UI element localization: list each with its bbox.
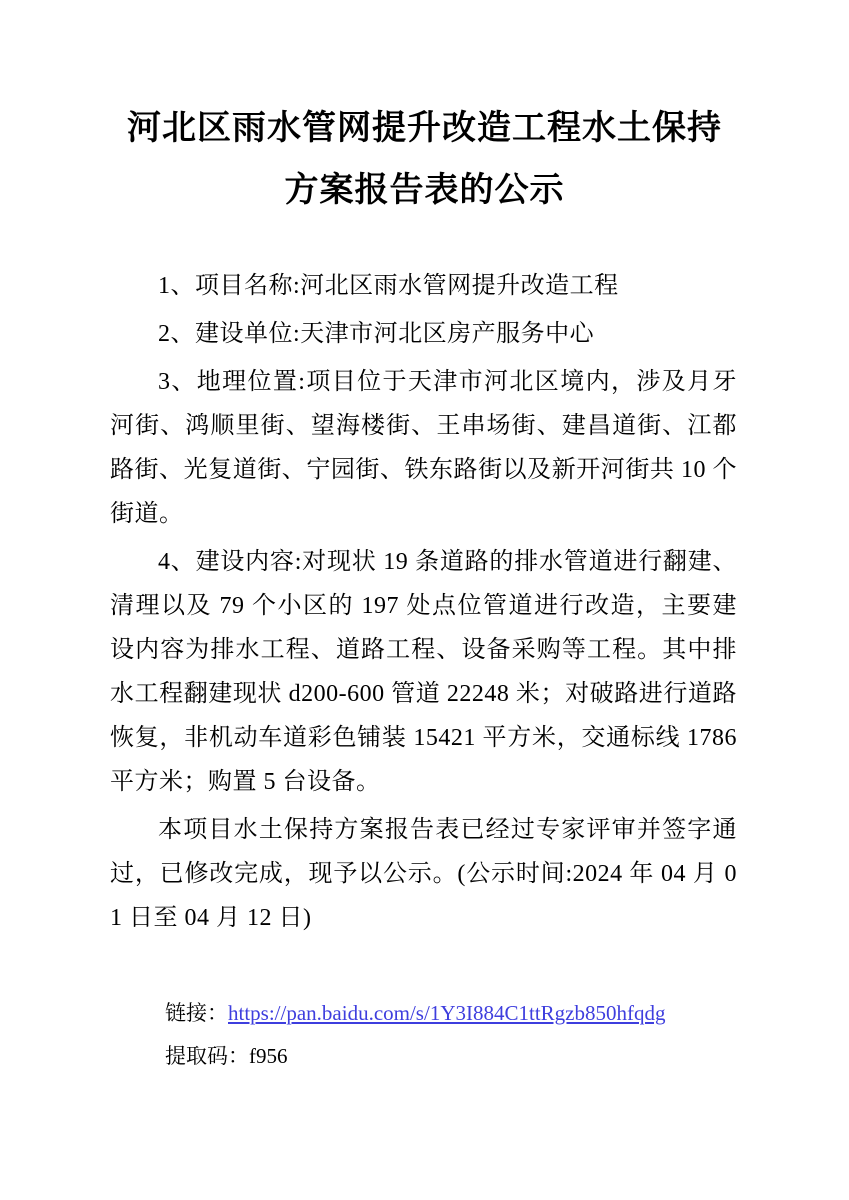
document-body <box>110 264 737 940</box>
link-row <box>165 992 737 1035</box>
document-title <box>70 98 779 222</box>
paragraph-construction-unit: 2、建设单位:天津市河北区房产服务中心 <box>158 321 595 347</box>
link-label: 链接： <box>165 1001 228 1025</box>
paragraph-construction-content: 4、建设内容:对现状 19 条道路的排水管道进行翻建、清理以及 79 个小区的 197 处点位管道进行改造，主要建设内容为排水工程、道路工程、设备采购等工程。其中排水工程翻建现状 d200-600 管道 22248 米；对破路进行道路恢复，非机动车道彩色铺装 15421 平方米，交通标线 1786 平方米；购置 5 台设备。 <box>110 549 737 795</box>
download-link-section <box>165 992 737 1078</box>
extraction-code-value: f956 <box>249 1044 288 1068</box>
extraction-code-row <box>165 1035 737 1078</box>
paragraph-geographic-location: 3、地理位置:项目位于天津市河北区境内，涉及月牙河街、鸿顺里街、望海楼街、王串场街、建昌道街、江都路街、光复道街、宁园街、铁东路街以及新开河街共 10 个街道。 <box>110 369 737 527</box>
paragraph-public-notice-statement: 本项目水土保持方案报告表已经过专家评审并签字通过，已修改完成，现予以公示。(公示时间:2024 年 04 月 01 日至 04 月 12 日) <box>110 817 737 931</box>
document-title-line-1: 河北区雨水管网提升改造工程水土保持 <box>127 110 722 147</box>
baidu-pan-link[interactable]: https://pan.baidu.com/s/1Y3I884C1ttRgzb850hfqdg <box>228 1001 666 1025</box>
document-title-line-2: 方案报告表的公示 <box>284 172 565 209</box>
extraction-code-label: 提取码： <box>165 1044 249 1068</box>
paragraph-project-name: 1、项目名称:河北区雨水管网提升改造工程 <box>158 273 619 299</box>
